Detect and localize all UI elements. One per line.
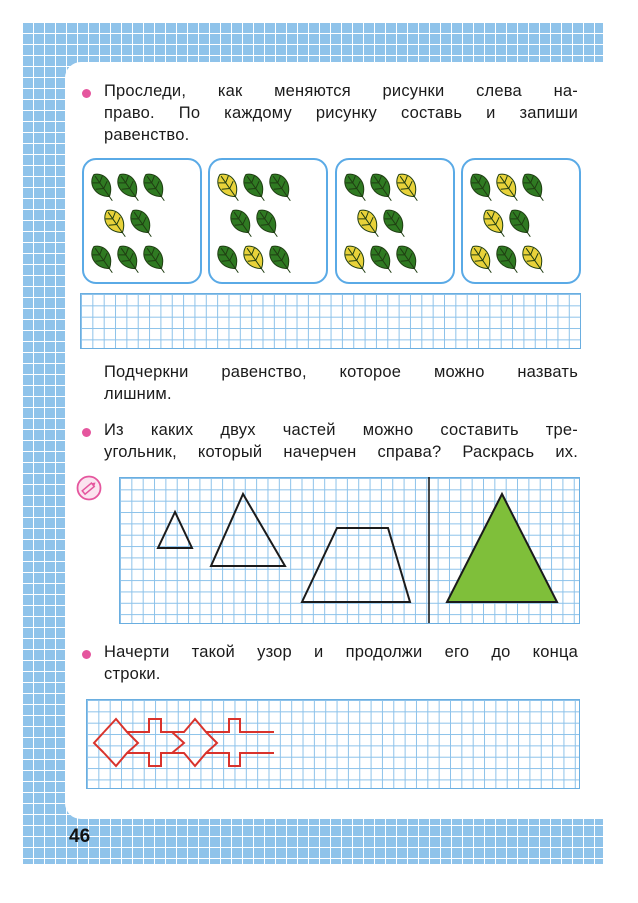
task2-text <box>104 361 578 405</box>
green-leaf-icon <box>239 170 271 206</box>
yellow-leaf-icon <box>239 242 271 278</box>
green-leaf-icon <box>466 170 498 206</box>
leaf-picture-4 <box>461 158 581 284</box>
green-leaf-icon <box>265 242 297 278</box>
task4-text <box>104 641 578 685</box>
green-leaf-icon <box>139 242 171 278</box>
green-leaf-icon <box>518 170 550 206</box>
task3-line2: угольник, который начерчен справа? Раскрась их. <box>104 443 578 461</box>
green-leaf-icon <box>379 206 411 242</box>
green-leaf-icon <box>392 242 424 278</box>
task1-bullet <box>82 89 91 98</box>
green-leaf-icon <box>113 242 145 278</box>
green-leaf-icon <box>505 206 537 242</box>
task1-text <box>104 80 578 146</box>
red-pattern <box>86 699 286 789</box>
green-leaf-icon <box>366 170 398 206</box>
green-leaf-icon <box>226 206 258 242</box>
green-leaf-icon <box>139 170 171 206</box>
task1-line1: Проследи, как меняются рисунки слева на- <box>104 82 578 100</box>
small-triangle <box>158 512 192 548</box>
page-number: 46 <box>69 826 91 847</box>
medium-triangle <box>211 494 285 566</box>
green-leaf-icon <box>492 242 524 278</box>
green-leaf-icon <box>113 170 145 206</box>
green-leaf-icon <box>252 206 284 242</box>
green-triangle <box>447 494 557 602</box>
shapes-drawing <box>119 477 579 623</box>
yellow-leaf-icon <box>492 170 524 206</box>
task1-line3: равенство. <box>104 126 190 144</box>
task3-line1: Из каких двух частей можно составить тре- <box>104 421 578 439</box>
yellow-leaf-icon <box>466 242 498 278</box>
yellow-leaf-icon <box>353 206 385 242</box>
task2-line2: лишним. <box>104 385 172 403</box>
task3-bullet <box>82 428 91 437</box>
answer-grid-equalities[interactable] <box>80 293 581 349</box>
green-leaf-icon <box>340 170 372 206</box>
task4-bullet <box>82 650 91 659</box>
yellow-leaf-icon <box>100 206 132 242</box>
task4-line2: строки. <box>104 665 161 683</box>
task1-line2: право. По каждому рисунку составь и запиши <box>104 104 578 122</box>
leaf-picture-1 <box>82 158 202 284</box>
yellow-leaf-icon <box>213 170 245 206</box>
trapezoid <box>302 528 410 602</box>
leaf-picture-2 <box>208 158 328 284</box>
green-leaf-icon <box>87 242 119 278</box>
task3-text <box>104 419 578 463</box>
task2-line1: Подчеркни равенство, которое можно назвать <box>104 363 578 381</box>
yellow-leaf-icon <box>392 170 424 206</box>
green-leaf-icon <box>213 242 245 278</box>
green-leaf-icon <box>265 170 297 206</box>
pencil-icon <box>76 475 102 501</box>
yellow-leaf-icon <box>479 206 511 242</box>
yellow-leaf-icon <box>340 242 372 278</box>
task4-line1: Начерти такой узор и продолжи его до конца <box>104 643 578 661</box>
leaf-picture-3 <box>335 158 455 284</box>
yellow-leaf-icon <box>518 242 550 278</box>
green-leaf-icon <box>126 206 158 242</box>
green-leaf-icon <box>366 242 398 278</box>
green-leaf-icon <box>87 170 119 206</box>
